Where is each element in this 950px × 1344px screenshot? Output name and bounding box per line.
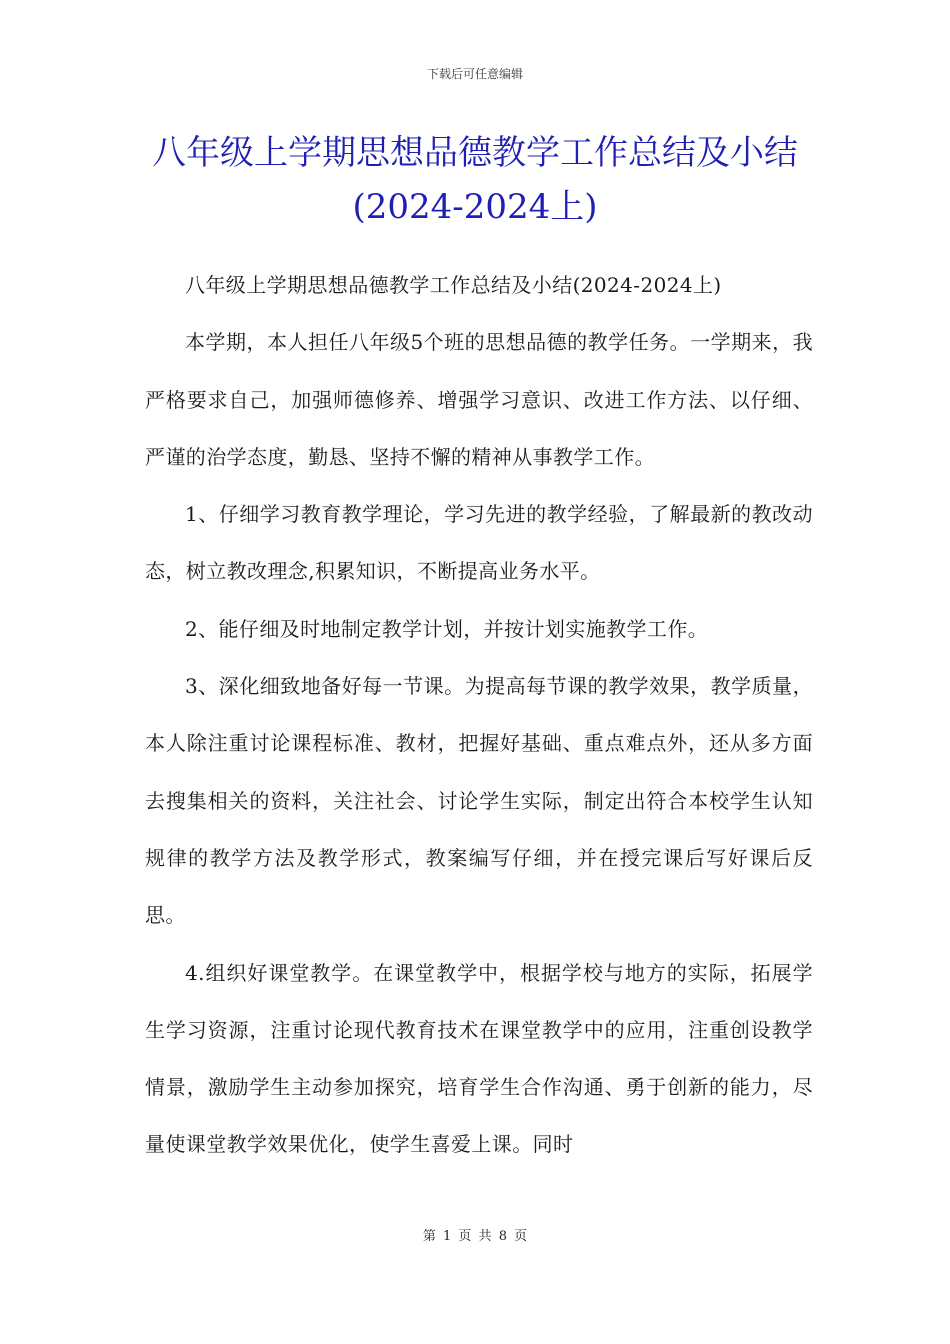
page-number-footer: 第 1 页 共 8 页 [422, 1229, 528, 1244]
page-header-note: 下载后可任意编辑 [426, 67, 523, 81]
document-title: 八年级上学期思想品德教学工作总结及小结(2024-2024上) [152, 133, 798, 227]
document-body [145, 257, 813, 1174]
paragraph-item-3: 3、深化细致地备好每一节课。为提高每节课的教学效果，教学质量，本人除注重讨论课程标准、教材，把握好基础、重点难点外，还从多方面去搜集相关的资料，关注社会、讨论学生实际，制定出符合本校学生认知规律的教学方法及教学形式，教案编写仔细，并在授完课后写好课后反思。 [145, 674, 813, 928]
paragraph-subtitle: 八年级上学期思想品德教学工作总结及小结(2024-2024上) [185, 273, 722, 297]
paragraph-item-2: 2、能仔细及时地制定教学计划，并按计划实施教学工作。 [185, 616, 709, 641]
paragraph-item-1: 1、仔细学习教育教学理论，学习先进的教学经验，了解最新的教改动态，树立教改理念,积累知识，不断提高业务水平。 [145, 502, 813, 584]
paragraph-item-4: 4.组织好课堂教学。在课堂教学中，根据学校与地方的实际，拓展学生学习资源，注重讨论现代教育技术在课堂教学中的应用，注重创设教学情景，激励学生主动参加探究，培育学生合作沟通、勇于创新的能力，尽量使课堂教学效果优化，使学生喜爱上课。同时 [145, 960, 813, 1157]
paragraph-intro: 本学期，本人担任八年级5个班的思想品德的教学任务。一学期来，我严格要求自己，加强师德修养、增强学习意识、改进工作方法、以仔细、严谨的治学态度，勤恳、坚持不懈的精神从事教学工作。 [145, 330, 813, 469]
